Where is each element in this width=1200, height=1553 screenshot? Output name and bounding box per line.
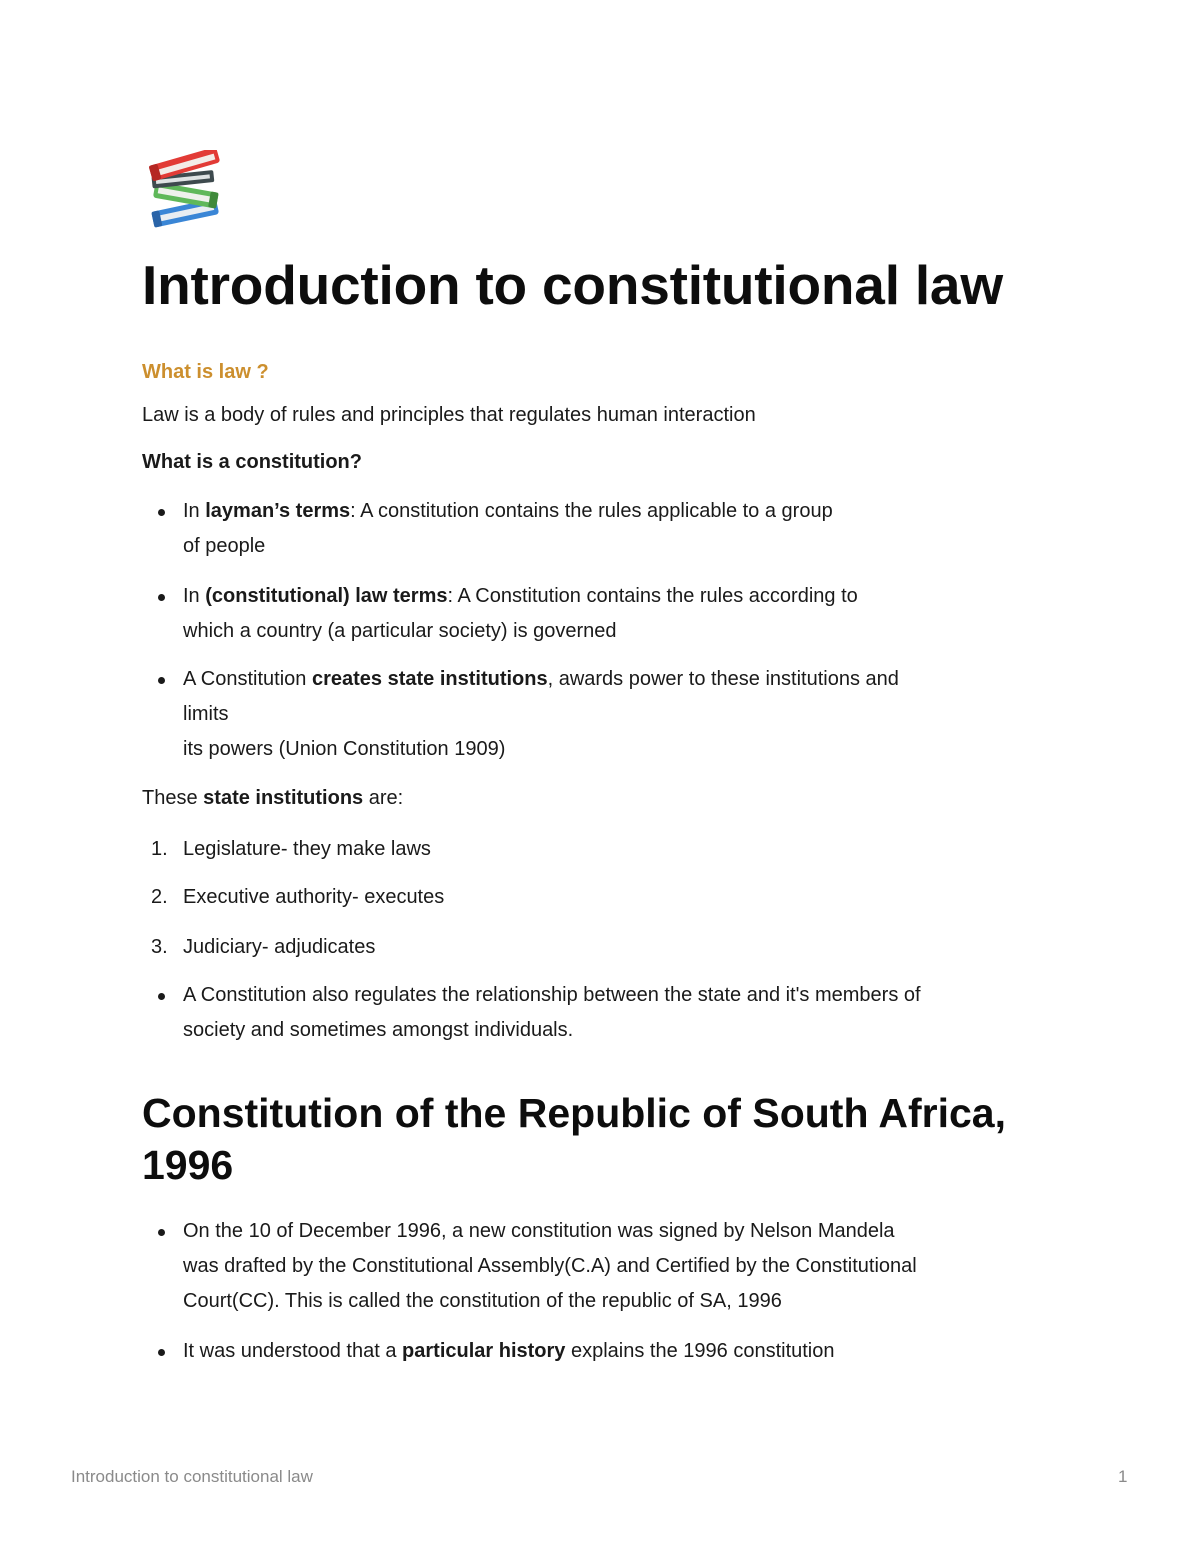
- institutions-list: [142, 832, 1072, 965]
- list-item: On the 10 of December 1996, a new constitution was signed by Nelson Mandela was drafted by the Constitutional Assembly(C.A) and Certified by the Constitutional Court(CC). This is called the constitution of the republic of SA, 1996: [142, 1214, 1072, 1319]
- list-item: It was understood that a particular history explains the 1996 constitution: [142, 1334, 1072, 1369]
- list-item: A Constitution creates state institutions, awards power to these institutions and limits its powers (Union Constitution 1909): [142, 662, 1072, 767]
- what-is-law-heading: What is law ?: [142, 361, 269, 383]
- list-item: 2. Executive authority- executes: [151, 886, 445, 908]
- what-is-constitution-heading: What is a constitution?: [142, 451, 362, 473]
- document-page: [142, 150, 1072, 1369]
- list-item: In layman’s terms: A constitution contains the rules applicable to a group of people: [142, 494, 1072, 564]
- page-number: 1: [1118, 1467, 1128, 1486]
- list-item: A Constitution also regulates the relationship between the state and it's members of society and sometimes amongst individuals.: [142, 978, 1072, 1048]
- section-heading: Constitution of the Republic of South Africa, 1996: [142, 1090, 1006, 1188]
- list-item: 3. Judiciary- adjudicates: [151, 936, 376, 958]
- books-icon: [142, 150, 228, 234]
- constitution-1996-list: [142, 1214, 1072, 1369]
- list-item: In (constitutional) law terms: A Constitution contains the rules according to which a country (a particular society) is governed: [142, 579, 1072, 649]
- institutions-intro: These state institutions are:: [142, 787, 404, 809]
- constitution-definitions-list: [142, 494, 1072, 767]
- law-definition: Law is a body of rules and principles that regulates human interaction: [142, 404, 756, 426]
- relationship-list: [142, 978, 1072, 1048]
- footer-title: Introduction to constitutional law: [71, 1467, 313, 1486]
- page-title: Introduction to constitutional law: [142, 254, 1003, 316]
- list-item: 1. Legislature- they make laws: [151, 838, 431, 860]
